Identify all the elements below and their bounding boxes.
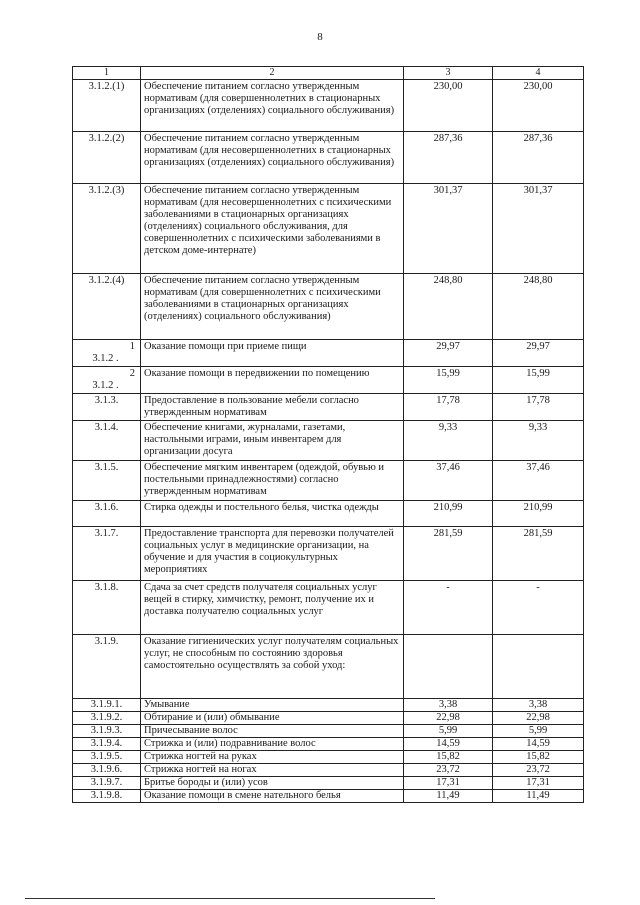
row-code: 3.1.9.2. <box>73 712 141 725</box>
row-code-index: 1 <box>129 341 135 352</box>
row-description: Обеспечение питанием согласно утвержденным нормативам (для совершеннолетних с психическими заболеваниями в стационарных организациях (отделениях) социального обслуживания) <box>141 274 404 340</box>
row-value-col-4 <box>493 635 584 699</box>
row-value-col-4: 23,72 <box>493 764 584 777</box>
row-code: 3.1.9.1. <box>73 699 141 712</box>
table-row <box>73 712 584 725</box>
row-value-col-4: 15,82 <box>493 751 584 764</box>
row-value-col-3: 15,99 <box>404 367 493 394</box>
row-value-col-3: 22,98 <box>404 712 493 725</box>
table-row <box>73 751 584 764</box>
row-value-col-3: 14,59 <box>404 738 493 751</box>
row-value-col-3: 29,97 <box>404 340 493 367</box>
row-code: 3.1.9.5. <box>73 751 141 764</box>
table-row <box>73 132 584 184</box>
table-row <box>73 340 584 367</box>
row-value-col-4: 22,98 <box>493 712 584 725</box>
row-description: Оказание помощи при приеме пищи <box>141 340 404 367</box>
row-description: Причесывание волос <box>141 725 404 738</box>
row-value-col-4: 17,78 <box>493 394 584 421</box>
row-value-col-4: 9,33 <box>493 421 584 461</box>
row-description: Обтирание и (или) обмывание <box>141 712 404 725</box>
row-code: 3.1.7. <box>73 527 141 581</box>
row-description: Обеспечение мягким инвентарем (одеждой, обувью и постельными принадлежностями) согласно утвержденным нормативам <box>141 461 404 501</box>
table-row <box>73 421 584 461</box>
row-value-col-3: 3,38 <box>404 699 493 712</box>
table-row <box>73 527 584 581</box>
row-code-number: 3.1.2 . <box>92 380 119 391</box>
row-code <box>73 340 141 367</box>
row-value-col-3: 17,78 <box>404 394 493 421</box>
table-row <box>73 790 584 803</box>
row-description: Предоставление в пользование мебели согласно утвержденным нормативам <box>141 394 404 421</box>
row-description: Обеспечение питанием согласно утвержденным нормативам (для несовершеннолетних в стационарных организациях (отделениях) социального обслуживания) <box>141 132 404 184</box>
header-col-1: 1 <box>73 67 141 80</box>
row-description: Стрижка ногтей на руках <box>141 751 404 764</box>
header-col-4: 4 <box>493 67 584 80</box>
table-header-row <box>73 67 584 80</box>
row-code: 3.1.5. <box>73 461 141 501</box>
table-row <box>73 367 584 394</box>
row-code: 3.1.3. <box>73 394 141 421</box>
row-value-col-3: 281,59 <box>404 527 493 581</box>
row-code: 3.1.9.4. <box>73 738 141 751</box>
header-col-3: 3 <box>404 67 493 80</box>
row-value-col-4: - <box>493 581 584 635</box>
tariff-table <box>72 66 584 803</box>
row-code: 3.1.2.(4) <box>73 274 141 340</box>
row-description: Бритье бороды и (или) усов <box>141 777 404 790</box>
row-code: 3.1.6. <box>73 501 141 527</box>
row-description: Обеспечение книгами, журналами, газетами, настольными играми, иным инвентарем для организации досуга <box>141 421 404 461</box>
table-row <box>73 394 584 421</box>
table-row <box>73 80 584 132</box>
header-col-2: 2 <box>141 67 404 80</box>
row-code: 3.1.8. <box>73 581 141 635</box>
row-description: Оказание помощи в смене нательного белья <box>141 790 404 803</box>
row-code-index: 2 <box>129 368 135 379</box>
row-value-col-4: 5,99 <box>493 725 584 738</box>
row-value-col-3: 210,99 <box>404 501 493 527</box>
row-value-col-3: 17,31 <box>404 777 493 790</box>
table-row <box>73 184 584 274</box>
row-value-col-3 <box>404 635 493 699</box>
row-value-col-4: 29,97 <box>493 340 584 367</box>
table-row <box>73 635 584 699</box>
row-value-col-3: 287,36 <box>404 132 493 184</box>
row-description: Сдача за счет средств получателя социальных услуг вещей в стирку, химчистку, ремонт, получение их и доставка получателю социальных услуг <box>141 581 404 635</box>
row-value-col-3: 15,82 <box>404 751 493 764</box>
row-value-col-3: 5,99 <box>404 725 493 738</box>
row-value-col-4: 11,49 <box>493 790 584 803</box>
row-description: Стрижка ногтей на ногах <box>141 764 404 777</box>
row-value-col-3: 230,00 <box>404 80 493 132</box>
row-code: 3.1.9.6. <box>73 764 141 777</box>
row-value-col-3: 11,49 <box>404 790 493 803</box>
row-description: Обеспечение питанием согласно утвержденным нормативам (для совершеннолетних в стационарных организациях (отделениях) социального обслуживания) <box>141 80 404 132</box>
row-value-col-3: 301,37 <box>404 184 493 274</box>
row-description: Предоставление транспорта для перевозки получателей социальных услуг в медицинские организации, на обучение и для участия в социокультурных мероприятиях <box>141 527 404 581</box>
table-row <box>73 461 584 501</box>
table-row <box>73 274 584 340</box>
table-row <box>73 777 584 790</box>
row-code-number: 3.1.2 . <box>92 353 119 364</box>
row-value-col-3: - <box>404 581 493 635</box>
row-value-col-4: 287,36 <box>493 132 584 184</box>
row-value-col-4: 210,99 <box>493 501 584 527</box>
row-value-col-4: 15,99 <box>493 367 584 394</box>
bottom-rule <box>25 898 435 899</box>
row-value-col-4: 248,80 <box>493 274 584 340</box>
row-code: 3.1.9. <box>73 635 141 699</box>
row-description: Умывание <box>141 699 404 712</box>
table-row <box>73 501 584 527</box>
table-row <box>73 764 584 777</box>
row-value-col-4: 37,46 <box>493 461 584 501</box>
row-code: 3.1.9.8. <box>73 790 141 803</box>
row-code <box>73 367 141 394</box>
row-value-col-3: 23,72 <box>404 764 493 777</box>
row-description: Стирка одежды и постельного белья, чистка одежды <box>141 501 404 527</box>
row-code: 3.1.9.3. <box>73 725 141 738</box>
row-value-col-3: 248,80 <box>404 274 493 340</box>
row-value-col-4: 230,00 <box>493 80 584 132</box>
table-row <box>73 699 584 712</box>
row-code: 3.1.9.7. <box>73 777 141 790</box>
table-row <box>73 581 584 635</box>
row-description: Оказание гигиенических услуг получателям социальных услуг, не способным по состоянию здоровья самостоятельно осуществлять за собой уход: <box>141 635 404 699</box>
row-code: 3.1.2.(1) <box>73 80 141 132</box>
row-description: Обеспечение питанием согласно утвержденным нормативам (для несовершеннолетних с психическими заболеваниями в стационарных организациях (отделениях) социального обслуживания, для совершеннолетних с психическими заболеваниями в детском доме-интернате) <box>141 184 404 274</box>
table-row <box>73 725 584 738</box>
page-number: 8 <box>317 31 323 43</box>
table-row <box>73 738 584 751</box>
row-description: Оказание помощи в передвижении по помещению <box>141 367 404 394</box>
row-description: Стрижка и (или) подравнивание волос <box>141 738 404 751</box>
row-value-col-4: 281,59 <box>493 527 584 581</box>
row-code: 3.1.2.(2) <box>73 132 141 184</box>
row-value-col-3: 37,46 <box>404 461 493 501</box>
row-code: 3.1.4. <box>73 421 141 461</box>
row-value-col-4: 3,38 <box>493 699 584 712</box>
row-code: 3.1.2.(3) <box>73 184 141 274</box>
row-value-col-4: 14,59 <box>493 738 584 751</box>
row-value-col-3: 9,33 <box>404 421 493 461</box>
row-value-col-4: 301,37 <box>493 184 584 274</box>
row-value-col-4: 17,31 <box>493 777 584 790</box>
